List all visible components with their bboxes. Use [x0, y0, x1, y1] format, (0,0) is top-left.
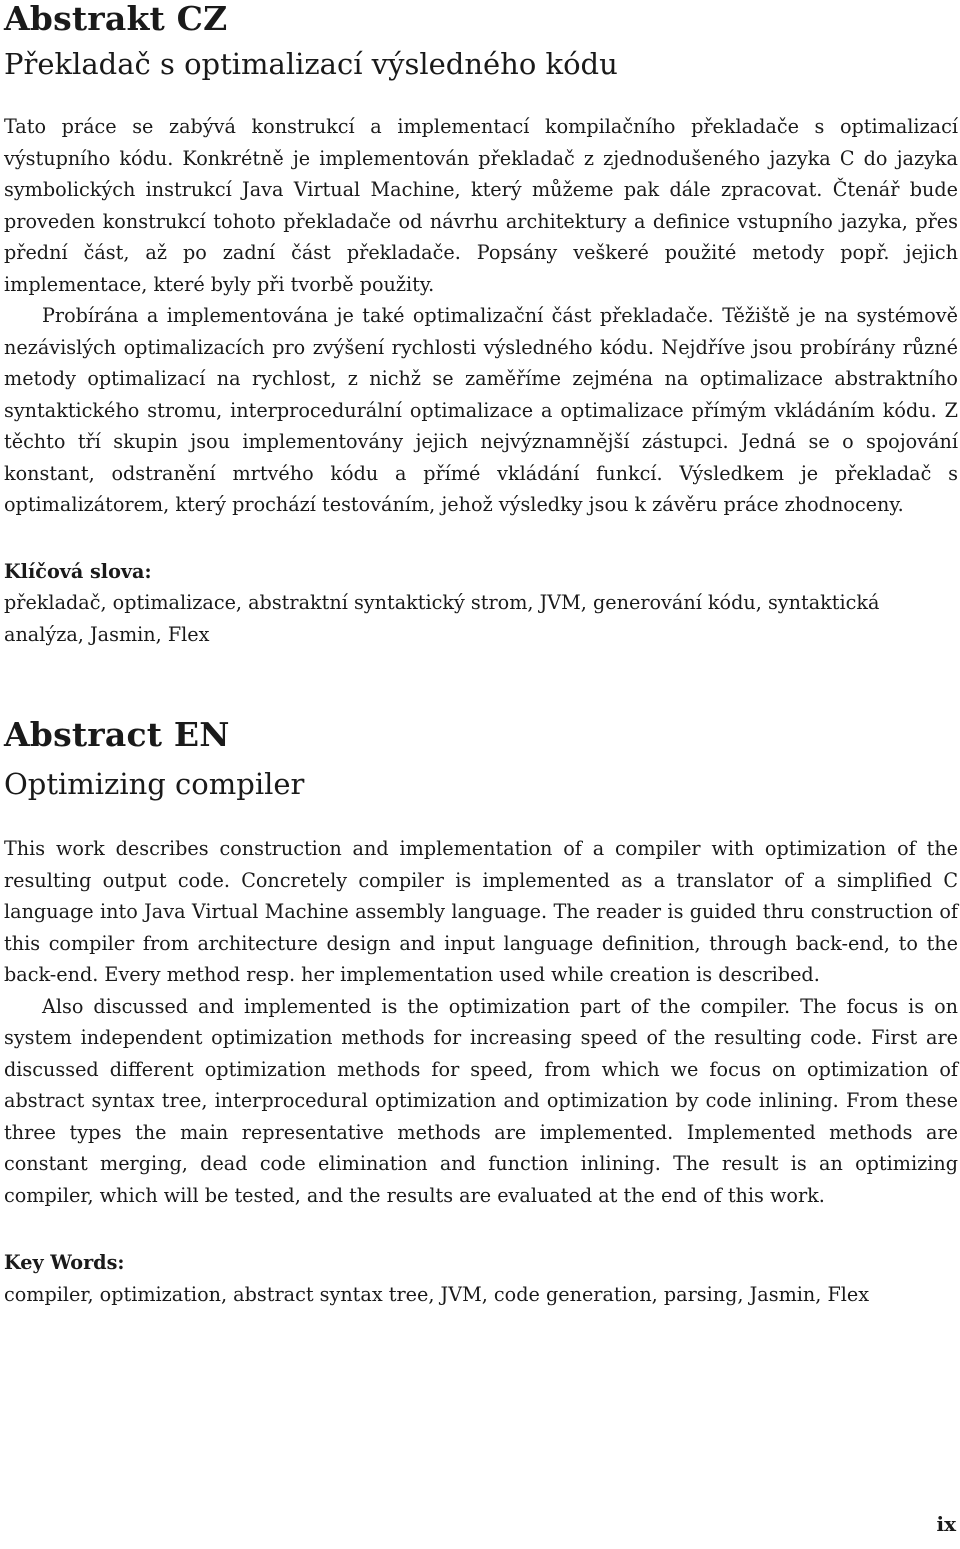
abstract-en-paragraph-1: This work describes construction and implementation of a compiler with optimization of the resulting output code. Concretely compiler is implemented as a translator of a simplified C language into Java Virtual Machine assembly language. The reader is guided thru construction of this compiler from architecture design and input language definition, through back-end, to the back-end. Every method resp. her implementation used while creation is described.	[4, 837, 958, 986]
keywords-cz-label: Klíčová slova:	[4, 559, 152, 583]
document-page	[4, 0, 958, 1310]
page-number: ix	[936, 1512, 956, 1536]
abstract-cz-paragraph-1: Tato práce se zabývá konstrukcí a implementací kompilačního překladače s optimalizací výstupního kódu. Konkrétně je implementován překladač z zjednodušeného jazyka C do jazyka symbolických instrukcí Java Virtual Machine, který můžeme pak dále zpracovat. Čtenář bude proveden konstrukcí tohoto překladače od návrhu architektury a definice vstupního jazyka, přes přední část, až po zadní část překladače. Popsány veškeré použité metody popř. jejich implementace, které byly při tvorbě použity.	[4, 115, 958, 296]
keywords-cz-list: překladač, optimalizace, abstraktní syntaktický strom, JVM, generování kódu, syntaktická analýza, Jasmin, Flex	[4, 591, 880, 646]
abstract-en-paragraph-2: Also discussed and implemented is the optimization part of the compiler. The focus is on system independent optimization methods for increasing speed of the resulting code. First are discussed different optimization methods for speed, from which we focus on optimization of abstract syntax tree, interprocedural optimization and optimization by code inlining. From these three types the main representative methods are implemented. Implemented methods are constant merging, dead code elimination and function inlining. The result is an optimizing compiler, which will be tested, and the results are evaluated at the end of this work.	[4, 994, 958, 1207]
abstract-cz-paragraph-2: Probírána a implementována je také optimalizační část překladače. Těžiště je na systémově nezávislých optimalizacích pro zvýšení rychlosti výsledného kódu. Nejdříve jsou probírány různé metody optimalizací na rychlost, z nichž se zaměříme zejména na optimalizace abstraktního syntaktického stromu, interprocedurální optimalizace a optimalizace přímým vkládáním kódu. Z těchto tří skupin jsou implementovány jejich nejvýznamnější zástupci. Jedná se o spojování konstant, odstranění mrtvého kódu a přímé vkládání funkcí. Výsledkem je překladač s optimalizátorem, který prochází testováním, jehož výsledky jsou k závěru práce zhodnoceny.	[4, 304, 958, 516]
keywords-en-label: Key Words:	[4, 1251, 125, 1274]
abstract-en-title: Optimizing compiler	[4, 767, 305, 801]
abstract-en-heading: Abstract EN	[4, 715, 230, 754]
keywords-en-list: compiler, optimization, abstract syntax tree, JVM, code generation, parsing, Jasmin, Flex	[4, 1282, 870, 1306]
abstract-cz-heading: Abstrakt CZ	[4, 0, 228, 38]
abstract-cz-title: Překladač s optimalizací výsledného kódu	[4, 47, 618, 81]
abstract-cz-section	[4, 0, 958, 650]
abstract-en-section	[4, 716, 958, 1310]
